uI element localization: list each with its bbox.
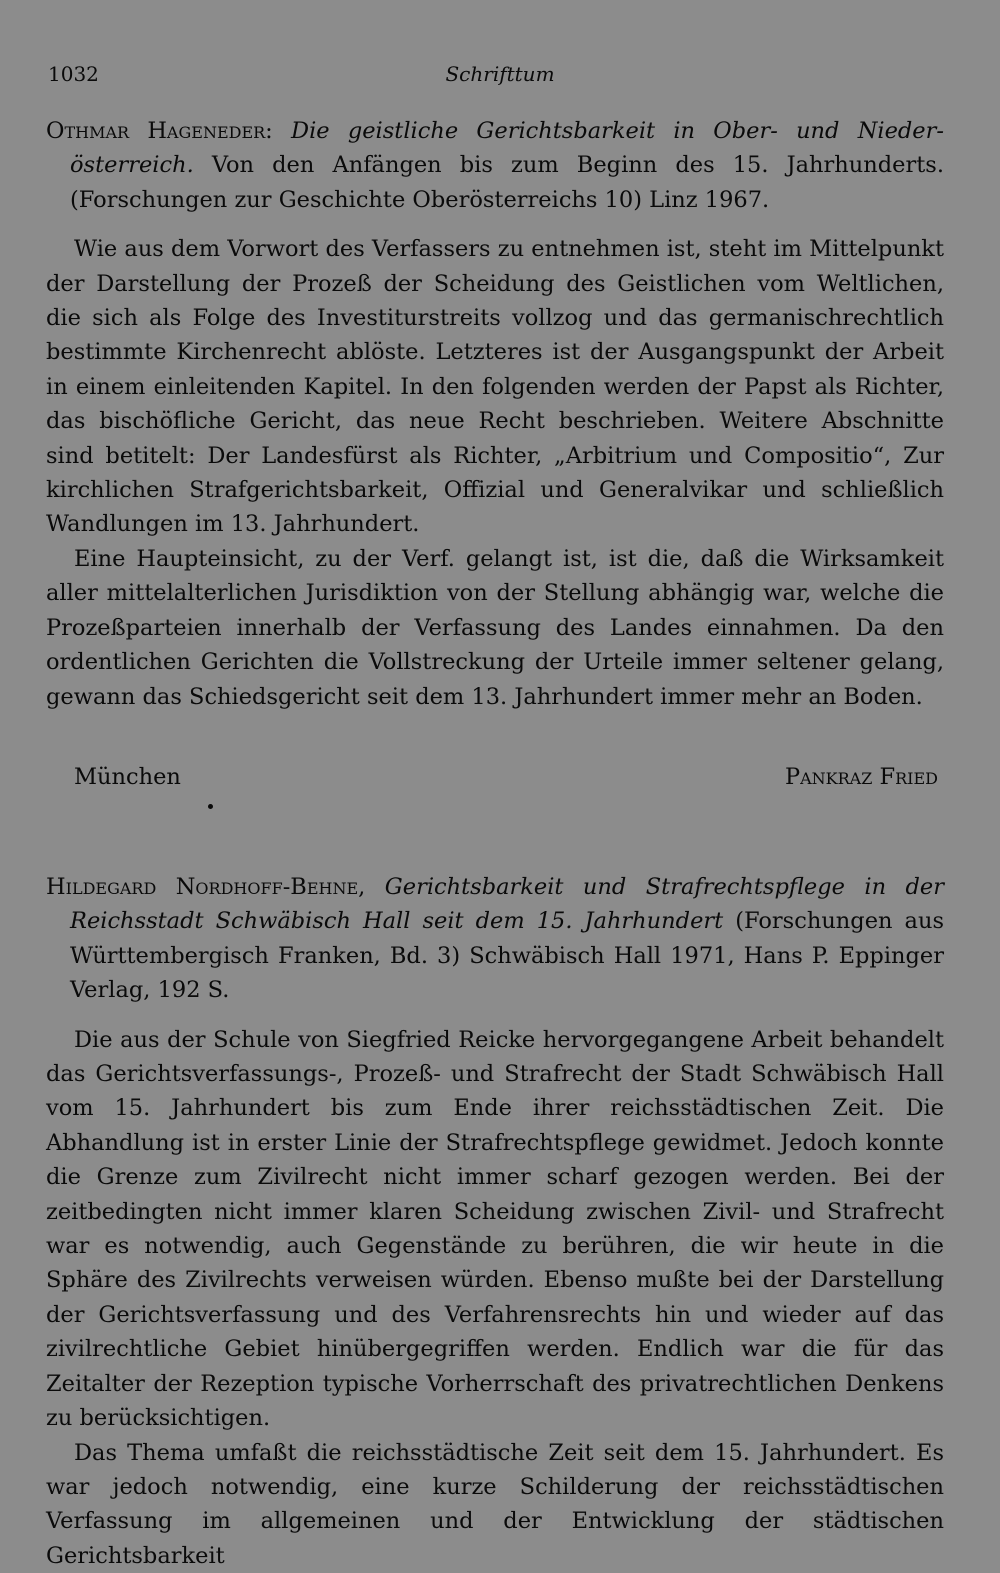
page-number: 1032 (48, 62, 99, 86)
review-1-reviewer: Pankraz Fried (785, 764, 938, 790)
review-2-bibliography (46, 870, 944, 1008)
review-2-citation: (Forschungen aus Württembergisch Franken, Bd. 3) Schwäbisch Hall 1971, Hans P. Eppinger Verlag, 192 S. (70, 908, 944, 1003)
print-speck (208, 804, 213, 809)
review-2-paragraph-1: Die aus der Schule von Siegfried Reicke hervorgegangene Arbeit behandelt das Gerichtsverfassungs-, Prozeß- und Strafrecht der Stadt Schwäbisch Hall vom 15. Jahrhundert bis zum Ende ihrer reichsstädtischen Zeit. Die Abhandlung ist in erster Linie der Strafrechtspflege gewidmet. Jedoch konnte die Grenze zum Zivilrecht nicht immer scharf gezogen werden. Bei der zeitbedingten nicht immer klaren Scheidung zwischen Zivil- und Strafrecht war es notwendig, auch Gegenstände zu berühren, die wir heute in die Sphäre des Zivilrechts verweisen würden. Ebenso mußte bei der Darstellung der Gerichtsverfassung und des Verfahrensrechts hin und wieder auf das zivilrechtliche Gebiet hinübergegriffen werden. Endlich war die für das Zeitalter der Rezeption typische Vorherrschaft des privatrechtlichen Denkens zu berücksichtigen. (46, 1023, 944, 1436)
review-1-author: Othmar Hageneder: (46, 118, 273, 144)
review-1-citation: Von den Anfängen bis zum Beginn des 15. Jahrhunderts. (Forschungen zur Geschichte Oberösterreichs 10) Linz 1967. (70, 152, 944, 212)
running-title: Schrifttum (0, 62, 1000, 86)
review-1-paragraph-1: Wie aus dem Vorwort des Verfassers zu entnehmen ist, steht im Mittelpunkt der Darstellung der Prozeß der Scheidung des Geistlichen vom Weltlichen, die sich als Folge des Investiturstreits vollzog und das germanischrechtlich bestimmte Kirchenrecht ablöste. Letzteres ist der Ausgangspunkt der Arbeit in einem einleitenden Kapitel. In den folgenden werden der Papst als Richter, das bischöfliche Gericht, das neue Recht beschrieben. Weitere Abschnitte sind betitelt: Der Landesfürst als Richter, „Arbitrium und Compositio“, Zur kirchlichen Strafgerichtsbarkeit, Offizial und Generalvikar und schließlich Wandlungen im 13. Jahrhundert. (46, 232, 944, 542)
review-2-title: Gerichtsbarkeit und Strafrechtspflege in der Reichsstadt Schwäbisch Hall seit dem 15. Jahrhundert (70, 874, 944, 934)
review-2 (46, 870, 944, 1573)
review-2-author: Hildegard Nordhoff-Behne, (46, 874, 365, 900)
review-1-place: München (74, 764, 181, 790)
review-1-paragraph-2: Eine Haupteinsicht, zu der Verf. gelangt ist, ist die, daß die Wirksamkeit aller mittelalterlichen Jurisdiktion von der Stellung abhängig war, welche die Prozeßparteien innerhalb der Verfassung des Landes einnahmen. Da den ordentlichen Gerichten die Vollstreckung der Urteile immer seltener gelang, gewann das Schiedsgericht seit dem 13. Jahrhundert immer mehr an Boden. (46, 542, 944, 714)
review-2-paragraph-2: Das Thema umfaßt die reichsstädtische Zeit seit dem 15. Jahrhundert. Es war jedoch notwendig, eine kurze Schilderung der reichsstädtischen Verfassung im allgemeinen und der Entwicklung der städtischen Gerichtsbarkeit (46, 1436, 944, 1573)
review-1-bibliography (46, 114, 944, 217)
review-1-title: Die geistliche Gerichtsbarkeit in Ober- und Nieder-österreich. (70, 118, 944, 178)
review-1 (46, 114, 944, 714)
